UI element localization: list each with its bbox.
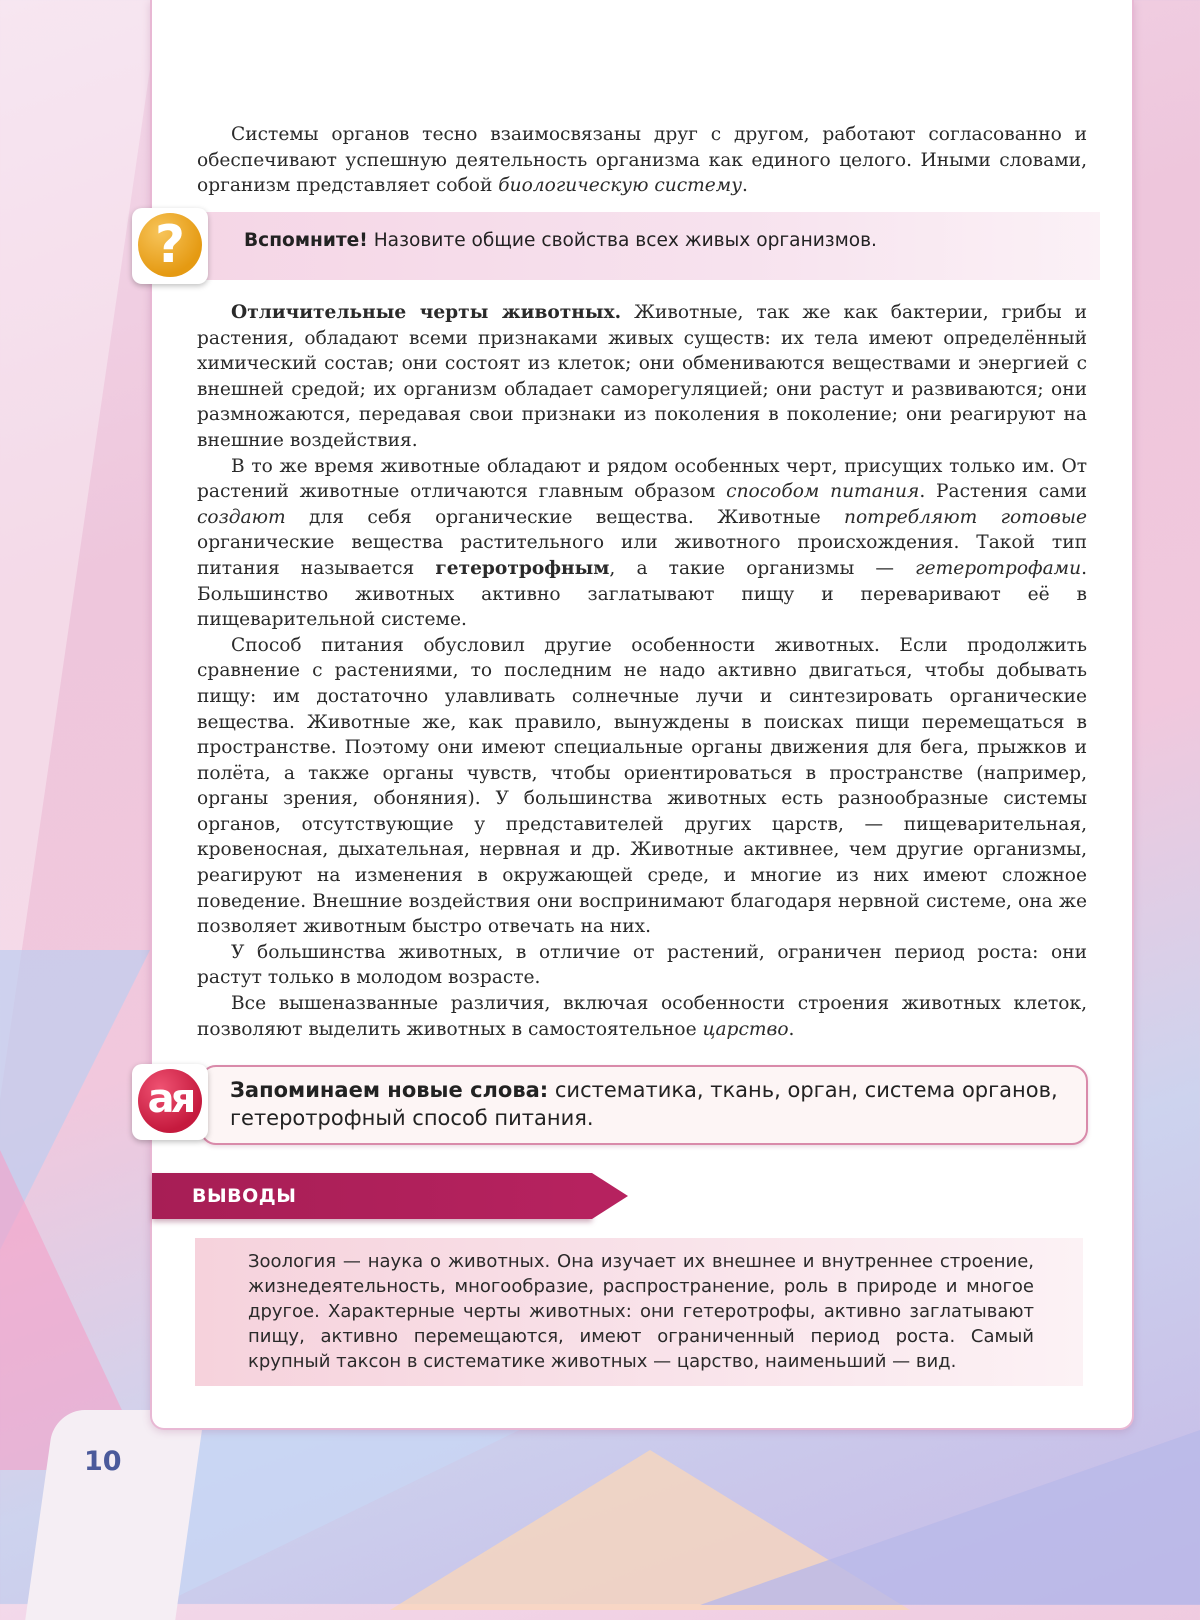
- page-corner-tab: [25, 1410, 205, 1620]
- intro-paragraph: [197, 122, 1087, 199]
- question-badge: [132, 208, 208, 284]
- paragraph-text: . Растения сами: [919, 481, 1087, 503]
- page-number: 10: [84, 1446, 122, 1477]
- section-heading: Отличительные черты животных.: [231, 302, 622, 323]
- intro-text: Системы органов тесно взаимосвязаны друг с другом, работают согласованно и обеспечивают успешную деятельность организма как единого целого. Иными словами, организм представляет собой: [197, 124, 1087, 197]
- paragraph-text: . Большинство животных активно заглатывают пищу и переваривают её в пищеварительной системе.: [197, 557, 1087, 631]
- italic-term: гетеротрофами: [915, 557, 1082, 579]
- new-words-badge: [132, 1064, 208, 1140]
- paragraph-text: органические вещества растительного или животного происхождения. Такой тип питания называется: [197, 532, 1087, 579]
- new-words-text: [230, 1076, 1070, 1132]
- italic-term: царство: [702, 1018, 789, 1040]
- new-words-list: систематика, ткань, орган, система органов, гетеротрофный способ питания.: [230, 1078, 1058, 1130]
- paragraph-text: Животные, так же как бактерии, грибы и растения, обладают всеми признаками живых существ: их тела имеют определённый химический состав; они состоят из клеток; они обмениваются веществами и энергией с внешней средой; их организм обладает саморегуляцией; они растут и развиваются; они размножаются, передавая свои признаки из поколения в поколение; они реагируют на внешние воздействия.: [197, 302, 1087, 451]
- paragraph-text: , а такие организмы —: [609, 557, 916, 579]
- question-icon: ?: [138, 213, 202, 277]
- main-text: [197, 300, 1087, 1042]
- italic-term: способом питания: [726, 481, 920, 503]
- remember-text: [244, 230, 877, 251]
- remember-question: Назовите общие свойства всех живых организмов.: [373, 230, 877, 251]
- italic-term: потребляют готовые: [844, 506, 1087, 528]
- intro-italic-term: биологическую систему: [498, 175, 742, 197]
- remember-label: Вспомните!: [244, 230, 368, 251]
- conclusions-ribbon: [152, 1173, 592, 1219]
- conclusions-title: ВЫВОДЫ: [192, 1185, 297, 1207]
- background-shape: [700, 1430, 1200, 1605]
- new-words-label: Запоминаем новые слова:: [230, 1078, 549, 1102]
- paragraph-text: для себя органические вещества. Животные: [285, 506, 845, 528]
- background-shape: [0, 0, 160, 1100]
- paragraph-text: В то же время животные обладают и рядом особенных черт, присущих только им. От растений животные отличаются главным образом: [197, 455, 1087, 503]
- intro-text-end: .: [742, 175, 748, 197]
- conclusions-text: Зоология — наука о животных. Она изучает их внешнее и внутреннее строение, жизнедеятельность, многообразие, распространение, роль в природе и многое другое. Характерные черты животных: они гетеротрофы, активно заглатывают пищу, активно перемещаются, имеют ограниченный период роста. Самый крупный таксон в систематике животных — царство, наименьший — вид.: [248, 1251, 1034, 1372]
- paragraph-2: [197, 454, 1087, 633]
- paragraph-3: Способ питания обусловил другие особенности животных. Если продолжить сравнение с растениями, то последним не надо активно двигаться, чтобы добывать пищу: им достаточно улавливать солнечные лучи и синтезировать органические вещества. Животные же, как правило, вынуждены в поисках пищи перемещаться в пространстве. Поэтому они имеют специальные органы движения для бега, прыжков и полёта, а также органы чувств, чтобы ориентироваться в пространстве (например, органы зрения, обоняния). У большинства животных есть разнообразные системы органов, отсутствующие у представителей других царств, — пищеварительная, кровеносная, дыхательная, нервная и др. Животные активнее, чем другие организмы, реагируют на изменения в окружающей среде, и многие из них имеют сложное поведение. Внешние воздействия они воспринимают благодаря нервной системе, она же позволяет животным быстро отвечать на них.: [197, 634, 1087, 938]
- bold-term: гетеротрофным: [435, 557, 610, 579]
- paragraph-text: Все вышеназванные различия, включая особенности строения животных клеток, позволяют выделить животных в самостоятельное: [197, 993, 1087, 1040]
- new-words-icon: ая: [138, 1069, 202, 1133]
- italic-term: создают: [197, 506, 286, 528]
- paragraph-text: .: [788, 1018, 795, 1040]
- paragraph-5: [197, 991, 1087, 1042]
- paragraph-4: У большинства животных, в отличие от растений, ограничен период роста: они растут только в молодом возрасте.: [197, 941, 1087, 989]
- paragraph-1: [197, 300, 1087, 454]
